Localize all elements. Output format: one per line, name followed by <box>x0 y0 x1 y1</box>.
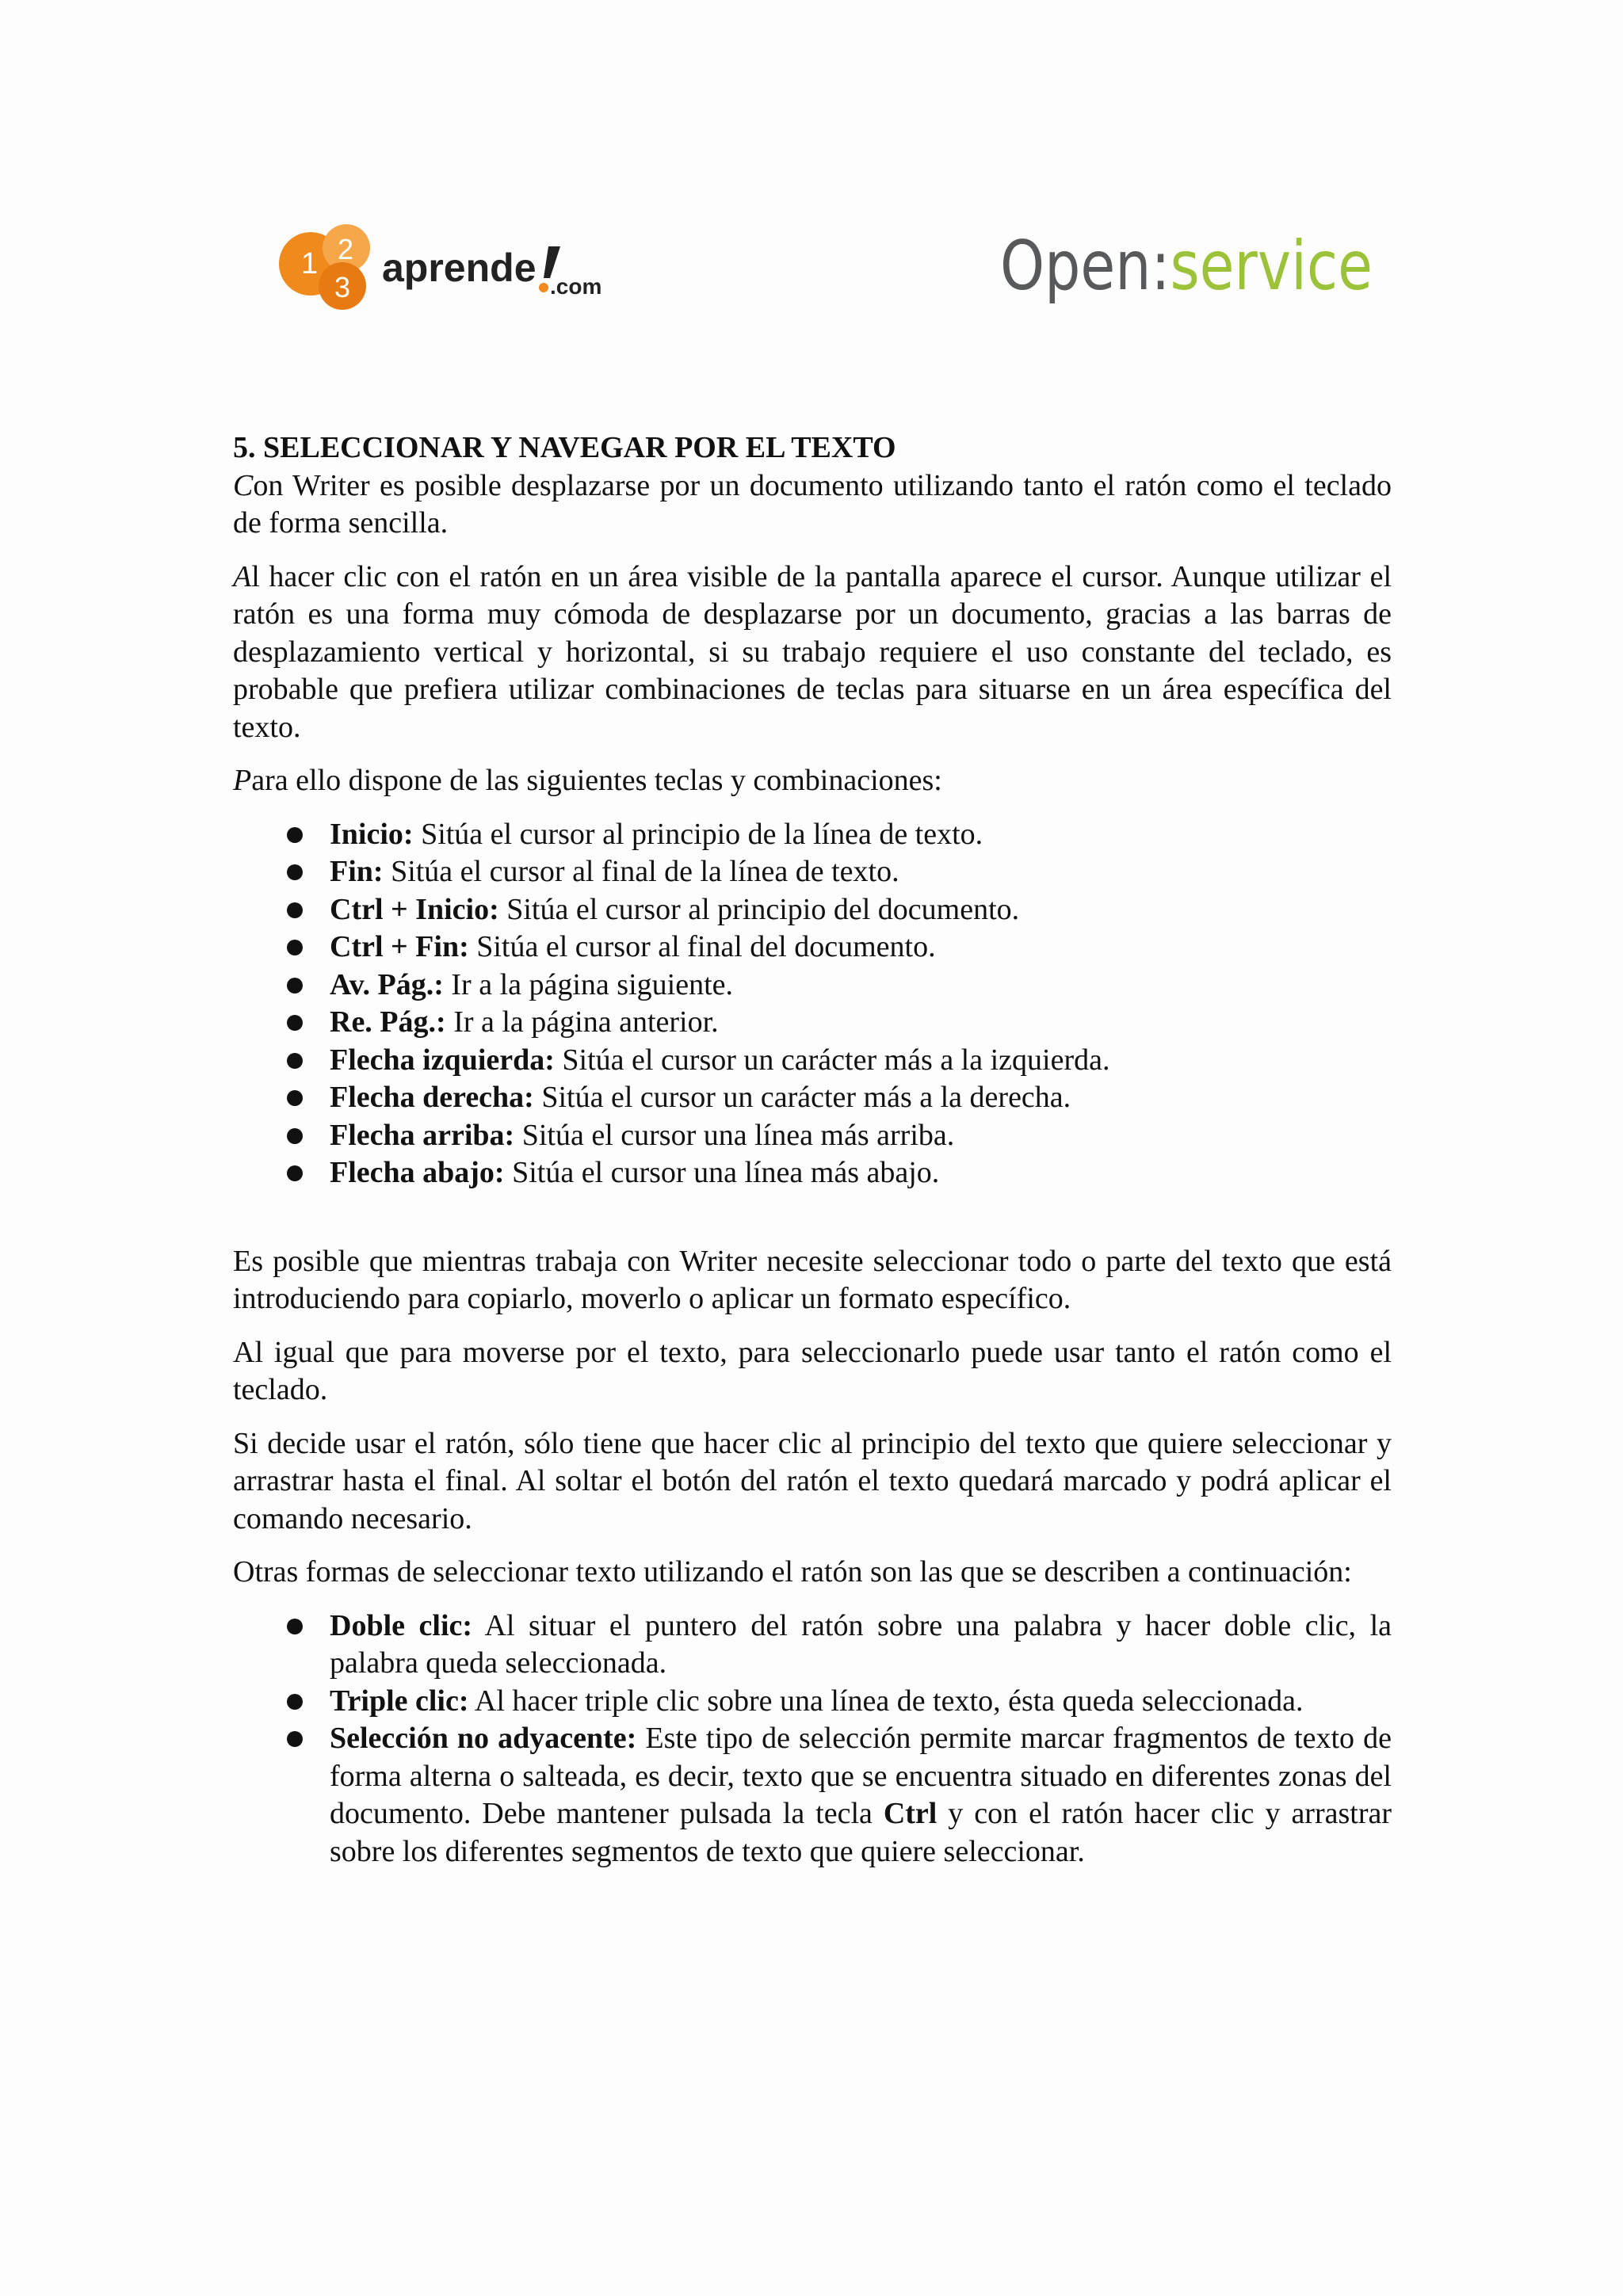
key-desc: y con el ratón hacer clic y arrastrar sobre los diferentes segmentos de texto que quiere seleccionar. <box>330 1797 1392 1868</box>
bullet-icon <box>287 1128 303 1144</box>
initial-letter: C <box>233 468 254 502</box>
key-desc: Al situar el puntero del ratón sobre una palabra y hacer doble clic, la palabra queda seleccionada. <box>330 1608 1392 1680</box>
section-heading: 5. SELECCIONAR Y NAVEGAR POR EL TEXTO <box>233 431 896 464</box>
key-desc: Sitúa el cursor un carácter más a la izquierda. <box>554 1043 1110 1077</box>
list-item <box>233 853 1392 891</box>
key-term: Flecha izquierda: <box>330 1043 555 1077</box>
key-ctrl: Ctrl <box>883 1797 938 1830</box>
list-item <box>233 816 1392 854</box>
logo-digit-2: 2 <box>338 233 354 265</box>
key-desc: Sitúa el cursor al principio del documento. <box>498 892 1020 926</box>
spacer <box>233 1192 1392 1243</box>
bullet-icon <box>287 1731 303 1747</box>
key-desc: Sitúa el cursor un carácter más a la derecha. <box>533 1081 1071 1114</box>
key-desc: Sitúa el cursor al final del documento. <box>468 930 936 963</box>
key-term: Flecha derecha: <box>330 1081 534 1114</box>
list-item <box>233 1608 1392 1683</box>
bullet-icon <box>287 978 303 994</box>
key-term: Inicio: <box>330 817 414 851</box>
bullet-icon <box>287 1053 303 1069</box>
bullet-icon <box>287 940 303 955</box>
key-term: Triple clic: <box>330 1684 469 1718</box>
mouse-list <box>233 1608 1392 1871</box>
bullet-icon <box>287 1694 303 1710</box>
key-desc: Este tipo de selección permite marcar fragmentos de texto de forma alterna o salteada, es decir, texto que se encuentra situado en diferentes zonas del documento. Debe mantener pulsada la tecla <box>330 1722 1392 1830</box>
logo-com-text: .com <box>550 274 602 299</box>
key-desc: Sitúa el cursor al final de la línea de texto. <box>383 855 899 888</box>
logo-aprende-text: aprende <box>382 246 537 290</box>
logo-service-text: service <box>1170 227 1415 306</box>
list-item <box>233 1683 1392 1721</box>
initial-letter: A <box>233 559 252 593</box>
bullet-icon <box>287 1165 303 1181</box>
logo-digit-3: 3 <box>334 271 351 303</box>
bullet-icon <box>287 827 303 843</box>
list-item <box>233 1042 1392 1080</box>
paragraph-intro <box>233 467 1392 543</box>
key-term: Av. Pág.: <box>330 967 444 1001</box>
paragraph-text: l hacer clic con el ratón en un área visible de la pantalla aparece el cursor. Aunque utilizar el ratón es una forma muy cómoda de desplazarse por un documento, gracias a las barras de desplazamiento vertical y horizontal, si su trabajo requiere el uso constante del teclado, es probable que prefiera utilizar combinaciones de teclas para situarse en un área específica del texto. <box>233 559 1392 744</box>
paragraph-keys-intro <box>233 762 1392 800</box>
initial-letter: P <box>233 764 252 797</box>
bullet-icon <box>287 1015 303 1031</box>
key-term: Flecha arriba: <box>330 1118 515 1152</box>
paragraph-selection: Es posible que mientras trabaja con Writer necesite seleccionar todo o parte del texto que está introduciendo para copiarlo, moverlo o aplicar un formato específico. <box>233 1244 1392 1315</box>
logo-open-text: Open: <box>1000 227 1205 306</box>
list-item <box>233 1117 1392 1155</box>
key-desc: Ir a la página siguiente. <box>443 967 733 1001</box>
list-item <box>233 1079 1392 1117</box>
bullet-icon <box>287 1090 303 1106</box>
paragraph-mouse-select: Si decide usar el ratón, sólo tiene que hacer clic al principio del texto que quiere seleccionar y arrastrar hasta el final. Al soltar el botón del ratón el texto quedará marcado y podrá aplicar el comando necesario. <box>233 1426 1392 1535</box>
paragraph-text: on Writer es posible desplazarse por un documento utilizando tanto el ratón como el teclado de forma sencilla. <box>233 468 1392 540</box>
aprende-logo <box>271 224 683 311</box>
page-header <box>0 0 1623 333</box>
list-item <box>233 929 1392 967</box>
key-term: Flecha abajo: <box>330 1156 505 1189</box>
openservice-logo <box>1000 226 1415 313</box>
keys-list <box>233 816 1392 1192</box>
key-term: Ctrl + Inicio: <box>330 892 499 926</box>
list-item <box>233 1154 1392 1192</box>
key-term: Fin: <box>330 855 384 888</box>
bullet-icon <box>287 902 303 918</box>
list-item <box>233 891 1392 929</box>
key-desc: Ir a la página anterior. <box>445 1005 719 1039</box>
list-item <box>233 1004 1392 1042</box>
key-desc: Sitúa el cursor al principio de la línea de texto. <box>413 817 983 851</box>
key-desc: Sitúa el cursor una línea más arriba. <box>514 1118 955 1152</box>
svg-text:Open:service <box>1000 227 1415 306</box>
bullet-icon <box>287 864 303 880</box>
key-term: Selección no adyacente: <box>330 1722 637 1755</box>
key-desc: Al hacer triple clic sobre una línea de texto, ésta queda seleccionada. <box>468 1684 1304 1718</box>
document-body <box>233 429 1392 1871</box>
bullet-icon <box>287 1619 303 1634</box>
key-term: Re. Pág.: <box>330 1005 446 1039</box>
paragraph-other-forms: Otras formas de seleccionar texto utilizando el ratón son las que se describen a continuación: <box>233 1555 1352 1589</box>
key-term: Ctrl + Fin: <box>330 930 469 963</box>
key-term: Doble clic: <box>330 1608 473 1642</box>
list-item <box>233 967 1392 1005</box>
paragraph-cursor <box>233 559 1392 747</box>
logo-digit-1: 1 <box>301 247 319 280</box>
paragraph-text: ara ello dispone de las siguientes teclas y combinaciones: <box>251 764 942 797</box>
paragraph-select-methods: Al igual que para moverse por el texto, para seleccionarlo puede usar tanto el ratón como el teclado. <box>233 1335 1392 1406</box>
list-item <box>233 1720 1392 1871</box>
key-desc: Sitúa el cursor una línea más abajo. <box>504 1156 940 1189</box>
